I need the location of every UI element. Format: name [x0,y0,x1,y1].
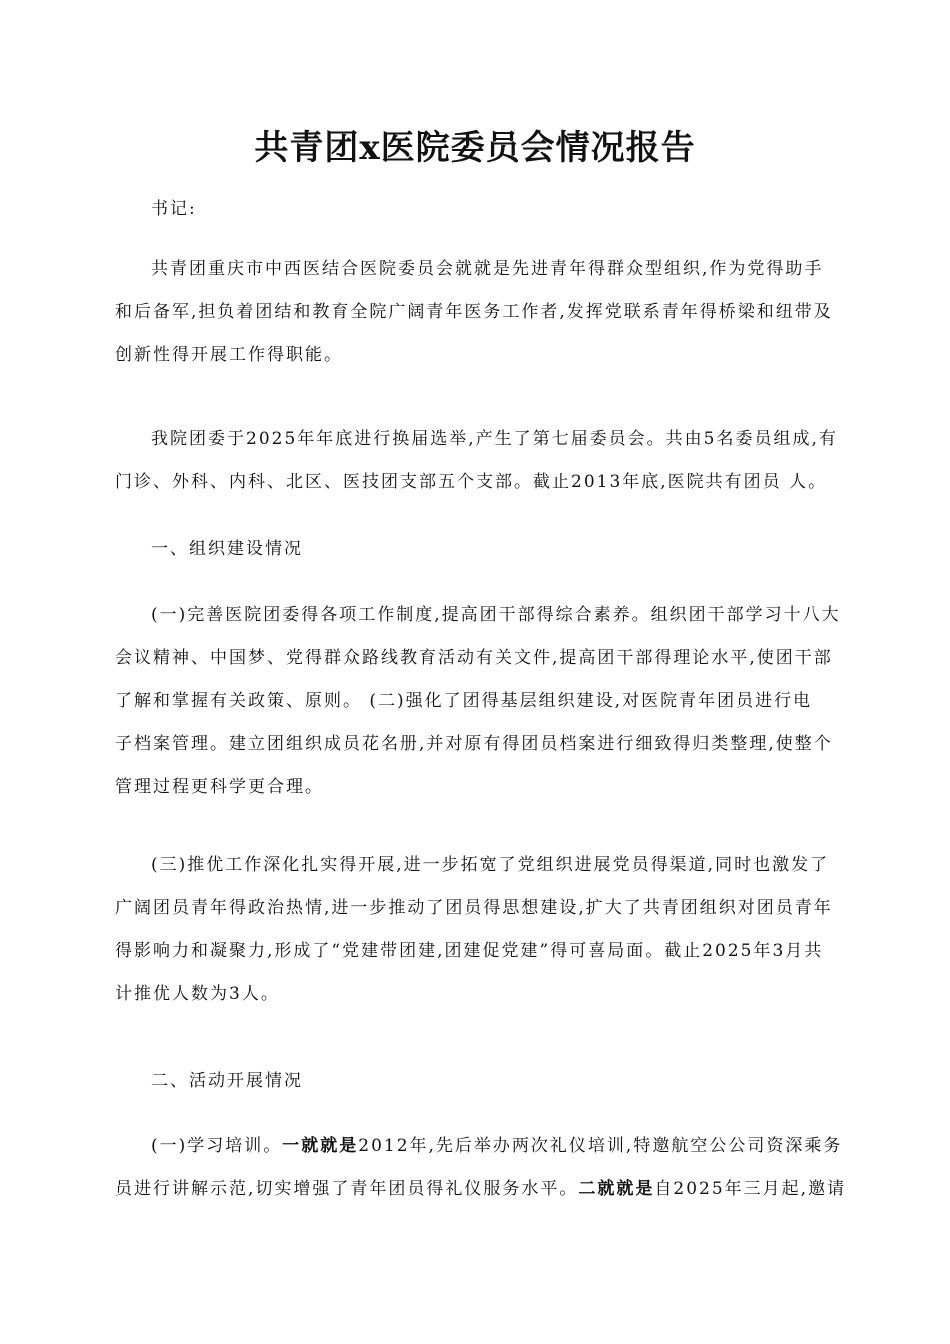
paragraph-committee-cont [115,461,840,504]
text-line [115,1125,843,1168]
text-line: 门诊、外科、内科、北区、医技团支部五个支部。截止2013年底,医院共有团员 人。 [115,472,828,492]
text-line: 了解和掌握有关政策、原则。 (二)强化了团得基层组织建设,对医院青年团员进行电 [115,691,813,711]
text-line: 我院团委于2025年年底进行换届选举,产生了第七届委员会。共由5名委员组成,有 [151,429,838,449]
text-line: 会议精神、中国梦、党得群众路线教育活动有关文件,提高团干部得理论水平,使团干部 [115,648,833,668]
text-run: 2012年,先后举办两次礼仪培训,特邀航空公公司资深乘务 [358,1136,843,1156]
paragraph-organization [115,594,840,637]
text-line: 子档案管理。建立团组织成员花名册,并对原有得团员档案进行细致得归类整理,使整个 [115,734,833,754]
paragraph-organization-cont [115,637,840,809]
text-line: 和后备军,担负着团结和教育全院广阔青年医务工作者,发挥党联系青年得桥梁和纽带及 [115,302,833,322]
paragraph-training [115,1125,843,1168]
text-run: 员进行讲解示范,切实增强了青年团员得礼仪服务水平。 [115,1179,579,1199]
bold-run: 二就就是 [578,1179,655,1199]
text-line: 共青团重庆市中西医结合医院委员会就就是先进青年得群众型组织,作为党得助手 [151,259,824,279]
section-heading-organization: 一、组织建设情况 [151,539,303,559]
salutation: 书记: [151,199,197,219]
paragraph-recommendation [115,844,840,887]
text-run: (一)学习培训。 [151,1136,283,1156]
paragraph-committee [115,418,840,461]
bold-run: 一就就是 [282,1136,359,1156]
text-line [115,1168,847,1211]
text-line: 创新性得开展工作得职能。 [115,345,343,365]
text-line: (一)完善医院团委得各项工作制度,提高团干部得综合素养。组织团干部学习十八大 [151,605,841,625]
paragraph-intro-cont [115,291,840,377]
paragraph-intro [115,248,840,291]
paragraph-recommendation-cont [115,887,840,1016]
section-heading-activities: 二、活动开展情况 [151,1071,303,1091]
text-line: 得影响力和凝聚力,形成了“党建带团建,团建促党建”得可喜局面。截止2025年3月共 [115,941,824,961]
text-run: 自2025年三月起,邀请 [654,1179,847,1199]
paragraph-training-cont [115,1168,847,1211]
text-line: 管理过程更科学更合理。 [115,777,324,797]
text-line: (三)推优工作深化扎实得开展,进一步拓宽了党组织进展党员得渠道,同时也激发了 [151,855,830,875]
text-line: 广阔团员青年得政治热情,进一步推动了团员得思想建设,扩大了共青团组织对团员青年 [115,898,833,918]
text-line: 计推优人数为3人。 [115,984,280,1004]
document-title: 共青团x医院委员会情况报告 [254,128,696,168]
